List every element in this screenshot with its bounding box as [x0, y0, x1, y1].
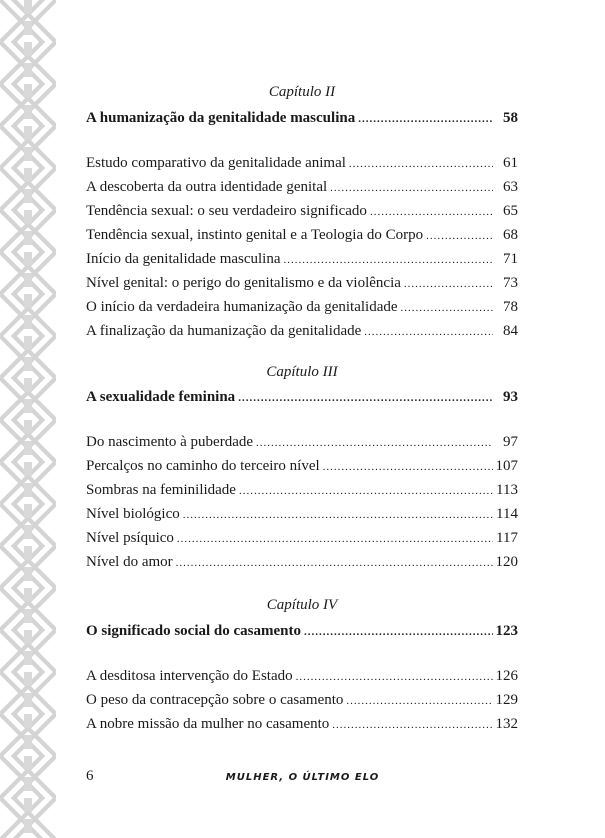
- entry-title: Nível do amor: [86, 554, 173, 570]
- leader-dots: [364, 322, 493, 342]
- entry-page: 123: [495, 623, 518, 639]
- leader-dots: [332, 715, 492, 735]
- toc-entry[interactable]: [86, 297, 518, 317]
- toc-entry[interactable]: [86, 273, 518, 293]
- entry-title: Nível genital: o perigo do genitalismo e da violência: [86, 275, 401, 291]
- entry-title: Estudo comparativo da genitalidade animal: [86, 155, 346, 171]
- entry-page: 132: [495, 716, 518, 732]
- entry-page: 73: [503, 275, 518, 291]
- entry-page: 107: [495, 458, 518, 474]
- entry-page: 65: [503, 203, 518, 219]
- entry-page: 129: [495, 692, 518, 708]
- entry-title: A finalização da humanização da genitalidade: [86, 323, 362, 339]
- decorative-border: [0, 0, 56, 838]
- leader-dots: [346, 691, 492, 711]
- entry-title: Tendência sexual, instinto genital e a Teologia do Corpo: [86, 227, 424, 243]
- leader-dots: [349, 154, 493, 174]
- chapter-heading: Capítulo IV: [266, 597, 338, 613]
- toc-entry[interactable]: [86, 552, 518, 572]
- entry-page: 117: [496, 530, 518, 546]
- leader-dots: [330, 178, 493, 198]
- page-number: 6: [86, 768, 94, 784]
- leader-dots: [256, 433, 493, 453]
- toc-entry[interactable]: [86, 690, 518, 710]
- toc-entry[interactable]: [86, 249, 518, 269]
- running-head: MULHER, O ÚLTIMO ELO: [225, 772, 380, 783]
- entry-page: 97: [503, 434, 518, 450]
- leader-dots: [176, 553, 493, 573]
- toc-main-entry[interactable]: [86, 108, 518, 128]
- entry-title: Sombras na feminilidade: [86, 482, 236, 498]
- toc-entry[interactable]: [86, 456, 518, 476]
- toc-main-entry[interactable]: [86, 387, 518, 407]
- leader-dots: [401, 298, 493, 318]
- toc-entry[interactable]: [86, 225, 518, 245]
- toc-entry[interactable]: [86, 714, 518, 734]
- toc-entry[interactable]: [86, 321, 518, 341]
- toc-entry[interactable]: [86, 528, 518, 548]
- entry-page: 126: [495, 668, 518, 684]
- toc-entry[interactable]: [86, 432, 518, 452]
- toc-entry[interactable]: [86, 177, 518, 197]
- toc-entry[interactable]: [86, 153, 518, 173]
- leader-dots: [296, 667, 493, 687]
- entry-title: A desditosa intervenção do Estado: [86, 668, 293, 684]
- entry-title: O peso da contracepção sobre o casamento: [86, 692, 344, 708]
- entry-page: 68: [503, 227, 518, 243]
- entry-page: 93: [503, 389, 518, 405]
- leader-dots: [304, 622, 492, 642]
- toc-entry[interactable]: [86, 666, 518, 686]
- entry-title: Percalços no caminho do terceiro nível: [86, 458, 320, 474]
- entry-title: Nível biológico: [86, 506, 180, 522]
- entry-title: A descoberta da outra identidade genital: [86, 179, 328, 195]
- entry-title: Nível psíquico: [86, 530, 174, 546]
- leader-dots: [404, 274, 493, 294]
- entry-title: O início da verdadeira humanização da genitalidade: [86, 299, 398, 315]
- entry-page: 114: [496, 506, 518, 522]
- entry-title: A nobre missão da mulher no casamento: [86, 716, 330, 732]
- leader-dots: [358, 109, 493, 129]
- leader-dots: [239, 481, 493, 501]
- entry-page: 61: [503, 155, 518, 171]
- chapter-heading: Capítulo III: [266, 364, 338, 380]
- chapter-heading: Capítulo II: [268, 84, 336, 100]
- entry-title: Tendência sexual: o seu verdadeiro significado: [86, 203, 367, 219]
- leader-dots: [426, 226, 493, 246]
- entry-page: 113: [496, 482, 518, 498]
- leader-dots: [323, 457, 493, 477]
- entry-page: 84: [503, 323, 518, 339]
- leader-dots: [370, 202, 493, 222]
- entry-page: 58: [503, 110, 518, 126]
- entry-title: A humanização da genitalidade masculina: [86, 110, 356, 126]
- leader-dots: [284, 250, 493, 270]
- toc-entry[interactable]: [86, 201, 518, 221]
- entry-page: 63: [503, 179, 518, 195]
- toc-entry[interactable]: [86, 480, 518, 500]
- toc-main-entry[interactable]: [86, 621, 518, 641]
- entry-page: 120: [495, 554, 518, 570]
- leader-dots: [238, 388, 493, 408]
- leader-dots: [183, 505, 493, 525]
- entry-title: A sexualidade feminina: [86, 389, 236, 405]
- entry-title: Início da genitalidade masculina: [86, 251, 281, 267]
- toc-entry[interactable]: [86, 504, 518, 524]
- entry-page: 71: [503, 251, 518, 267]
- entry-title: Do nascimento à puberdade: [86, 434, 254, 450]
- leader-dots: [177, 529, 493, 549]
- entry-title: O significado social do casamento: [86, 623, 302, 639]
- entry-page: 78: [503, 299, 518, 315]
